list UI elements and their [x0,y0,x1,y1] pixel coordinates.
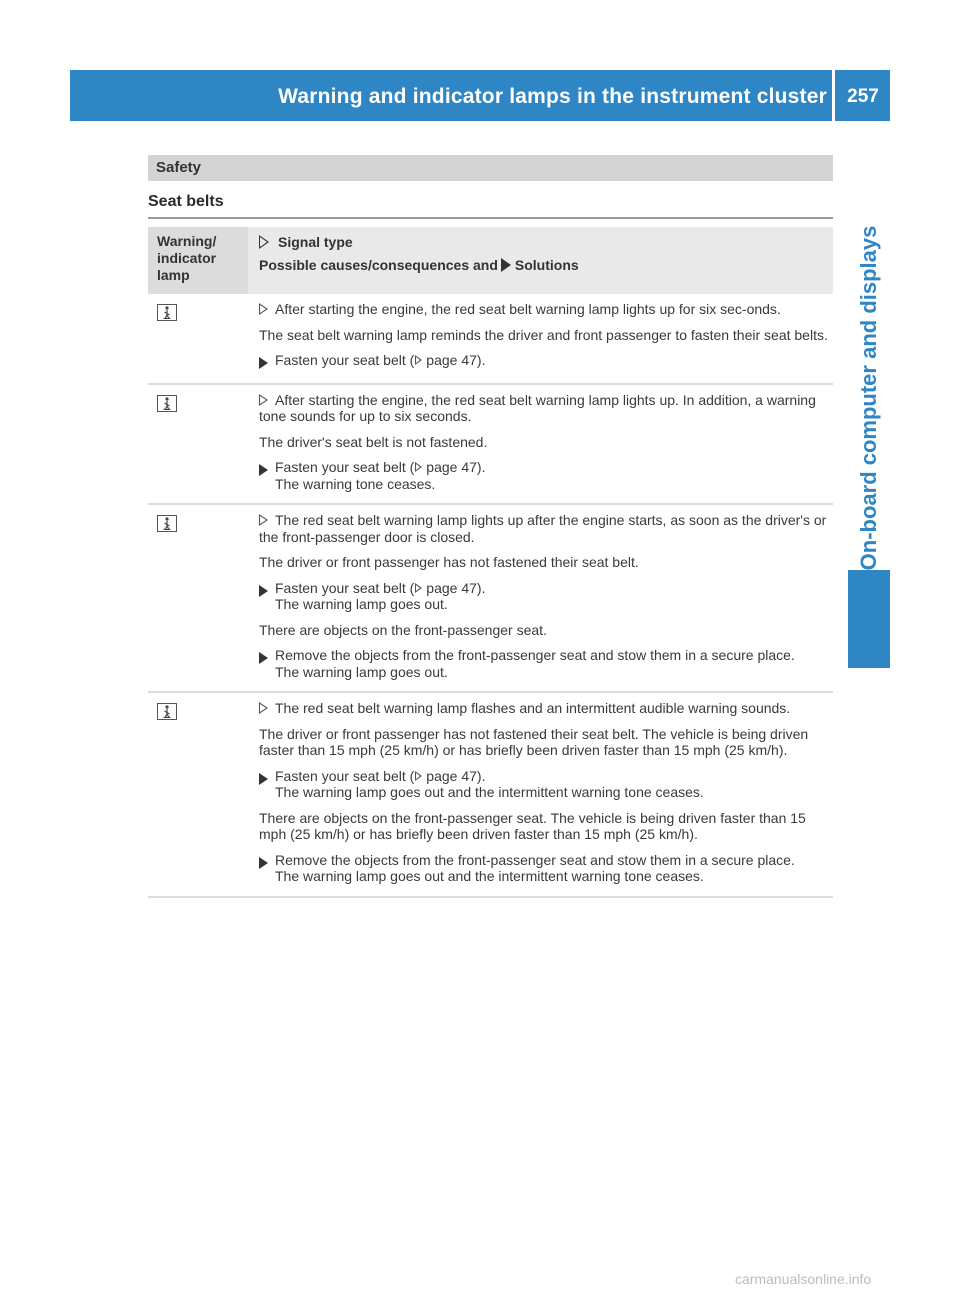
description-column-header [248,227,833,294]
page-ref-icon [415,583,422,593]
action-icon [259,357,268,369]
section-title: Safety [156,159,202,176]
table-header [148,227,833,294]
action-step [259,768,833,801]
signal-text: The red seat belt warning lamp flashes and an intermittent audible warning sounds. [275,700,791,716]
section-bar [148,155,833,181]
action-step [259,852,833,885]
watermark: carmanualsonline.info [735,1271,872,1287]
cause-text: The driver or front passenger has not fastened their seat belt. The vehicle is being driven faster than 15 mph (25 km/h) or has briefly been driven faster than 15 mph (25 km/h). [259,725,809,758]
signal-text: After starting the engine, the red seat belt warning lamp lights up for six sec-onds. [275,301,781,317]
header-divider [832,70,835,121]
cause-text: There are objects on the front-passenger seat. [259,621,547,638]
signal-icon [259,394,268,406]
page-ref-link[interactable]: page 47). [426,767,486,784]
table-row [148,693,833,898]
action-icon [259,773,268,785]
action-result: The warning lamp goes out and the intermittent warning tone ceases. [275,784,704,800]
causes-label: Possible causes/consequences and [259,257,498,273]
action-result: The warning lamp goes out. [275,596,448,612]
signal-text: The red seat belt warning lamp lights up after the engine starts, as soon as the driver's or the front-passenger door is closed. [259,512,827,545]
cause-text: There are objects on the front-passenger seat. The vehicle is being driven faster than 15 mph (25 km/h) or has briefly been driven faster than 15 mph (25 km/h). [259,809,806,842]
action-text: Fasten your seat belt ( [275,579,415,596]
seat-belt-lamp-icon [157,395,177,412]
page-ref-link[interactable]: page 47). [426,352,486,368]
page-ref-icon [415,462,422,472]
seat-belt-lamp-icon [157,703,177,720]
action-step [259,459,833,492]
lamp-header-line: indicator [157,250,217,266]
signal-type-label: Signal type [278,234,353,250]
page-header-title: Warning and indicator lamps in the instrument cluster [278,85,827,108]
action-text: Remove the objects from the front-passenger seat and stow them in a secure place. [275,647,795,663]
lamp-column-header [148,227,248,294]
solutions-icon [501,258,511,272]
solutions-label: Solutions [514,257,579,273]
chapter-side-label: On-board computer and displays [856,225,881,571]
cause-text: The driver's seat belt is not fastened. [259,433,488,450]
action-icon [259,585,268,597]
signal-icon [259,702,268,714]
signal-text: After starting the engine, the red seat belt warning lamp lights up. In addition, a warning tone sounds for up to six seconds. [259,391,816,424]
page-ref-link[interactable]: page 47). [426,579,486,596]
action-result: The warning lamp goes out and the intermittent warning tone ceases. [275,868,704,884]
seat-belt-lamp-icon [157,515,177,532]
action-result: The warning lamp goes out. [275,663,448,680]
page-ref-icon [415,771,422,781]
action-result: The warning tone ceases. [275,475,436,492]
action-icon [259,652,268,664]
table-row [148,505,833,693]
seat-belt-lamp-icon [157,304,177,321]
action-step [259,647,833,680]
table-row [148,385,833,506]
action-icon [259,464,268,476]
warning-lamp-table [148,227,833,898]
lamp-header-line: lamp [157,267,190,283]
action-step [259,352,833,372]
table-row [148,294,833,385]
page-number: 257 [847,86,879,107]
action-icon [259,857,268,869]
cause-text: The driver or front passenger has not fastened their seat belt. [259,554,639,570]
chapter-marker-block [848,570,890,668]
subheading-rule [148,217,833,219]
signal-icon [259,514,268,526]
action-text: Fasten your seat belt ( [275,352,415,368]
action-text: Fasten your seat belt ( [275,767,415,784]
action-step [259,580,833,613]
page-ref-icon [415,355,422,365]
lamp-header-line: Warning/ [157,233,217,249]
signal-type-icon [259,235,269,249]
cause-text: The seat belt warning lamp reminds the driver and front passenger to fasten their seat belts. [259,326,828,343]
page-ref-link[interactable]: page 47). [426,459,486,475]
action-text: Remove the objects from the front-passenger seat and stow them in a secure place. [275,851,795,868]
action-text: Fasten your seat belt ( [275,459,415,475]
subheading: Seat belts [148,193,224,210]
signal-icon [259,303,268,315]
